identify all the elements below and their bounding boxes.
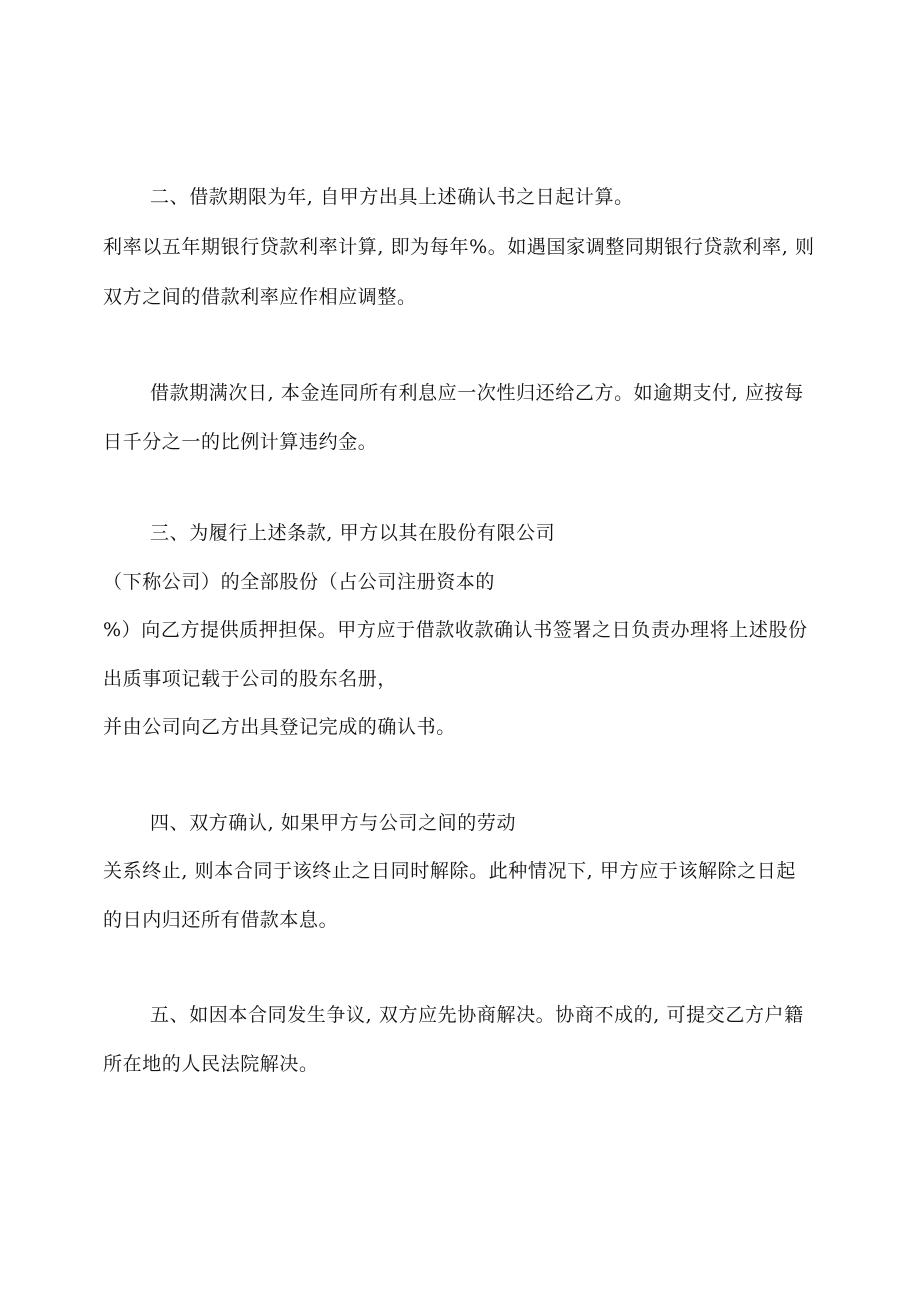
section-3-line-3: %）向乙方提供质押担保。甲方应于借款收款确认书签署之日负责办理将上述股份 [103,619,808,641]
section-4-line-2: 关系终止, 则本合同于该终止之日同时解除。此种情况下, 甲方应于该解除之日起 [103,860,796,882]
section-3-line-5: 并由公司向乙方出具登记完成的确认书。 [103,716,456,738]
section-4-line-1: 四、双方确认, 如果甲方与公司之间的劳动 [150,812,517,834]
repayment-line-2: 日千分之一的比例计算违约金。 [103,431,378,453]
section-5-line-1: 五、如因本合同发生争议, 双方应先协商解决。协商不成的, 可提交乙方户籍 [150,1004,804,1026]
section-5-line-2: 所在地的人民法院解决。 [103,1053,319,1075]
repayment-line-1: 借款期满次日, 本金连同所有利息应一次性归还给乙方。如逾期支付, 应按每 [150,382,804,404]
section-4-line-3: 的日内归还所有借款本息。 [103,909,339,931]
section-3-line-4: 出质事项记载于公司的股东名册， [103,668,398,690]
section-3-line-2: （下称公司）的全部股份（占公司注册资本的 [103,571,496,593]
section-2-line-3: 双方之间的借款利率应作相应调整。 [103,286,417,308]
section-2-line-2: 利率以五年期银行贷款利率计算, 即为每年%。如遇国家调整同期银行贷款利率, 则 [103,236,815,258]
section-3-line-1: 三、为履行上述条款, 甲方以其在股份有限公司 [150,522,556,544]
section-2-line-1: 二、借款期限为年, 自甲方出具上述确认书之日起计算。 [150,186,634,208]
